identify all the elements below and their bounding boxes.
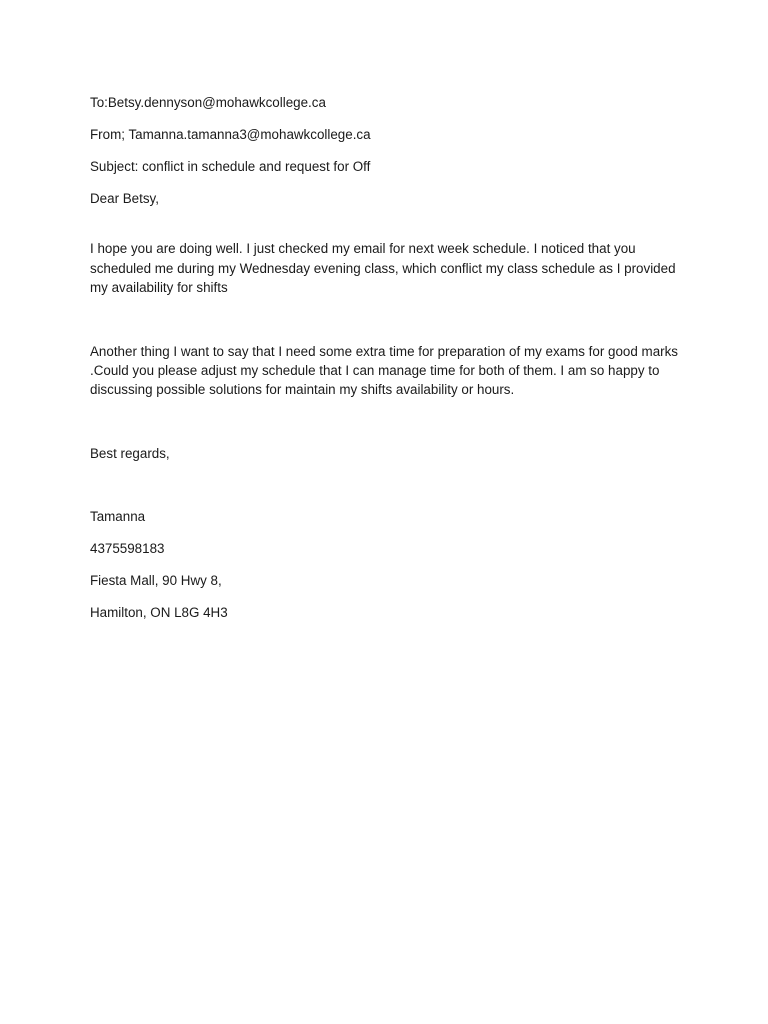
paragraph-2: Another thing I want to say that I need some extra time for preparation of my exams for good marks .Could you please adjust my schedule that I can manage time for both of them. I am so happy to discussing possible solutions for maintain my shifts availability or hours. xyxy=(90,343,682,398)
subject-line: Subject: conflict in schedule and request for Off xyxy=(90,159,371,174)
signature-address-line-1: Fiesta Mall, 90 Hwy 8, xyxy=(90,573,222,589)
from-line: From; Tamanna.tamanna3@mohawkcollege.ca xyxy=(90,127,371,142)
spacer xyxy=(90,208,680,239)
to-line: To:Betsy.dennyson@mohawkcollege.ca xyxy=(90,95,326,110)
spacer xyxy=(90,463,680,507)
closing: Best regards, xyxy=(90,445,170,461)
signature-address-line-2: Hamilton, ON L8G 4H3 xyxy=(90,605,228,621)
spacer xyxy=(90,298,680,342)
signature-name: Tamanna xyxy=(90,509,146,525)
spacer xyxy=(90,400,680,444)
letter-body xyxy=(90,93,680,635)
greeting: Dear Betsy, xyxy=(90,191,159,206)
signature-phone: 4375598183 xyxy=(90,541,165,557)
paragraph-1: I hope you are doing well. I just checked my email for next week schedule. I noticed that you scheduled me during my Wednesday evening class, which conflict my class schedule as I provided my availability for shifts xyxy=(90,241,680,296)
